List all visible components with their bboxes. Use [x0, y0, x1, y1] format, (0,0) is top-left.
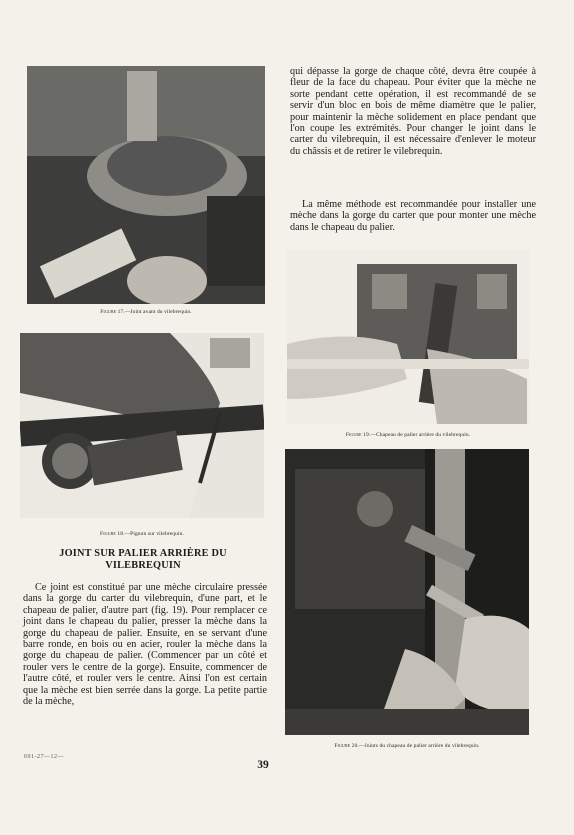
figure-18-title: Pignon sur vilebrequin. — [130, 531, 184, 537]
footer-print-code: 691-27—12— — [24, 754, 64, 760]
figure-17-caption: Figure 17.—Joint avant du vilebrequin. — [100, 309, 192, 315]
figure-18-caption: Figure 18.—Pignon sur vilebrequin. — [100, 531, 184, 537]
figure-20-title: Joints du chapeau de palier arrière du vilebrequin. — [364, 743, 480, 749]
figure-20-photo — [285, 449, 529, 735]
figure-20-caption: Figure 20.—Joints du chapeau de palier arrière du vilebrequin. — [334, 743, 480, 749]
figure-17-number: Figure 17. — [100, 309, 125, 315]
section-heading: JOINT SUR PALIER ARRIÈRE DU VILEBREQUIN — [59, 548, 227, 571]
figure-17-photo — [27, 66, 265, 304]
figure-19-caption: Figure 19.—Chapeau de palier arrière du vilebrequin. — [345, 432, 471, 438]
figure-18-number: Figure 18. — [100, 531, 125, 537]
right-paragraph-2: La même méthode est recommandée pour installer une mèche dans la gorge du carter que pour monter une mèche dans le chapeau du palier. — [290, 199, 536, 233]
figure-18-photo — [20, 333, 264, 518]
right-paragraph-1: qui dépasse la gorge de chaque côté, devra être coupée à fleur de la face du chapeau. Pour éviter que la mèche ne sorte pendant cette opération, il est recommandé de se servir d'un bloc en bois de même diamètre que le palier, pour maintenir la mèche solidement en place pendant que l'on coupe les extrémités. Pour changer le joint dans le carter du vilebrequin, il est nécessaire d'enlever le moteur du châssis et de retirer le vilebrequin. — [290, 66, 536, 157]
figure-17-title: Joint avant du vilebrequin. — [130, 309, 192, 315]
figure-19-number: Figure 19. — [345, 432, 371, 438]
figure-19-title: Chapeau de palier arrière du vilebrequin. — [375, 432, 471, 438]
page-number: 39 — [257, 759, 269, 771]
left-paragraph: Ce joint est constitué par une mèche circulaire pressée dans la gorge du carter du vilebrequin, d'une part, et le chapeau de palier, d'autre part (fig. 19). Pour remplacer ce joint dans le chapeau du palier, presser la mèche dans la gorge du chapeau de palier. Ensuite, en se servant d'une barre ronde, en bois ou en acier, rouler la mèche dans la gorge du chapeau de palier. (Commencer par un côté et rouler vers le centre de la gorge). Ensuite, commencer de l'autre côté, et rouler vers le centre. Ainsi l'on est certain que la mèche est bien serrée dans la gorge. La petite partie de la mèche, — [23, 582, 267, 708]
figure-20-number: Figure 20. — [334, 743, 359, 749]
figure-19-photo — [287, 249, 529, 424]
